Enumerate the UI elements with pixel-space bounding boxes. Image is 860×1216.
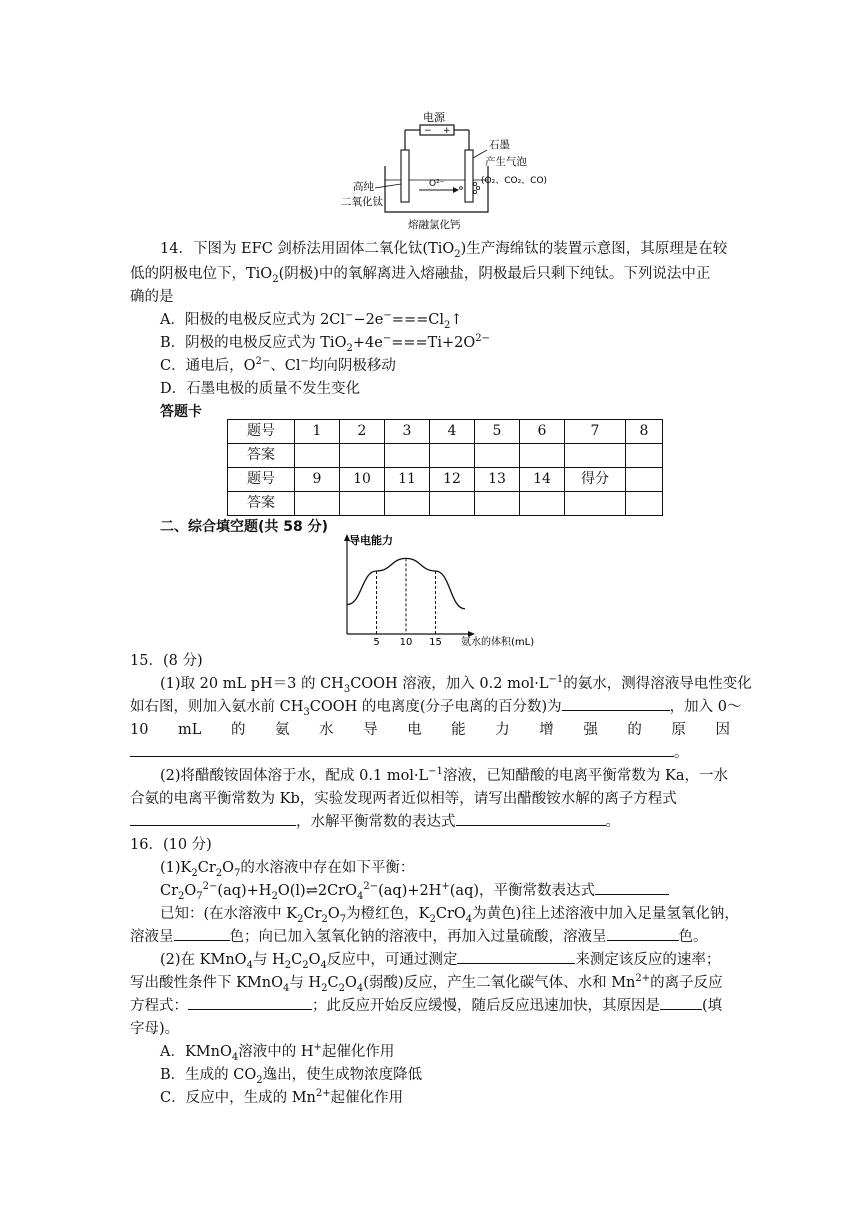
answer-card-cell: 13 bbox=[475, 468, 520, 492]
answer-blank-ionic-equation[interactable] bbox=[188, 995, 312, 1010]
answer-blank-color-base[interactable] bbox=[174, 926, 230, 941]
q15-word: 的 bbox=[230, 722, 246, 738]
answer-blank-reason-letter[interactable] bbox=[660, 995, 702, 1010]
answer-card-cell: 14 bbox=[520, 468, 565, 492]
q16-part1-line1: $(1)K_2Cr_2O_7$的水溶液中存在如下平衡： bbox=[160, 860, 415, 879]
answer-card-cell: 2 bbox=[340, 420, 385, 444]
answer-cell[interactable] bbox=[430, 444, 475, 468]
answer-card-cell: 6 bbox=[520, 420, 565, 444]
q15-word: 强 bbox=[583, 722, 598, 738]
answer-card-cell: 1 bbox=[295, 420, 340, 444]
q15-word: 因 bbox=[715, 722, 730, 738]
answer-blank-color-acid[interactable] bbox=[607, 926, 679, 941]
q15-part2-line1: (2)将醋酸铵固体溶于水，配成 0.1 $mol\cdot L^{-1}$溶液，已知醋酸的电离平衡常数为 Ka，一水 bbox=[160, 766, 729, 784]
q15-part1-line3 bbox=[130, 719, 730, 742]
q14-stem-line2: 低的阴极电位下，TiO$_2$(阴极)中的氧解离进入熔融盐，阴极最后只剩下纯钛。下列说法中正 bbox=[130, 266, 711, 285]
q15-word: 导 bbox=[363, 722, 378, 738]
q15-part2-line3: ，水解平衡常数的表达式 。 bbox=[130, 811, 620, 834]
q16-known-line2: 溶液呈 色；向已加入氢氧化钠的溶液中，再加入过量硫酸，溶液呈 色。 bbox=[130, 926, 708, 949]
answer-card-cell: 9 bbox=[295, 468, 340, 492]
q15-part1-line1: (1)取 20 mL pH＝3 的 $CH_3COOH$ 溶液，加入 0.2 $mol\cdot L^{-1}$的氨水，测得溶液导电性变化 bbox=[160, 674, 752, 695]
answer-cell[interactable] bbox=[295, 492, 340, 516]
q16-part2-line3: 方程式： ；此反应开始反应缓慢，随后反应迅速加快，其原因是 (填 bbox=[130, 995, 722, 1018]
answer-cell[interactable] bbox=[626, 444, 663, 468]
q14-stem-line1: 14．下图为 EFC 剑桥法用固体二氧化钛(TiO$_2$)生产海绵钛的装置示意图，其原理是在较 bbox=[160, 241, 728, 260]
answer-cell[interactable] bbox=[565, 444, 626, 468]
answer-card-cell: 12 bbox=[430, 468, 475, 492]
q14-stem-line3: 确的是 bbox=[130, 289, 174, 305]
svg-text:+: + bbox=[443, 126, 451, 136]
answer-blank-ionization[interactable] bbox=[562, 696, 670, 711]
q15-word: 原 bbox=[671, 722, 686, 738]
q16-part2-line1: (2)在 KMnO$_4$与 $H_2C_2O_4$反应中，可通过测定 来测定该反应的速率； bbox=[160, 949, 720, 972]
q16-option-b: B．生成的 $CO_2$逸出，使生成物浓度降低 bbox=[160, 1067, 423, 1086]
q15-header: 15．(8 分) bbox=[130, 653, 203, 669]
q15-word: 氨 bbox=[274, 722, 290, 738]
svg-text:石墨: 石墨 bbox=[489, 139, 510, 151]
q15-word: 电 bbox=[407, 722, 422, 738]
answer-card-row bbox=[228, 420, 663, 444]
q15-word: 能 bbox=[451, 722, 466, 738]
answer-blank-hydrolysis-constant[interactable] bbox=[456, 811, 606, 826]
q16-part2-line2: 写出酸性条件下 KMnO$_4$与 $H_2C_2O_4$(弱酸)反应，产生二氧化碳气体、水和 $Mn^{2+}$的离子反应 bbox=[130, 973, 723, 994]
x-axis-label: 氨水的体积(mL) bbox=[461, 637, 535, 648]
svg-text:(O₂、CO₂、CO): (O₂、CO₂、CO) bbox=[481, 176, 548, 186]
answer-cell[interactable] bbox=[340, 444, 385, 468]
q15-word: 增 bbox=[539, 722, 554, 738]
answer-card-row bbox=[228, 492, 663, 516]
q16-part2-line4: 字母)。 bbox=[130, 1021, 180, 1037]
q14-option-a: A．阳极的电极反应式为 $2Cl^--2e^-===Cl_2↑$ bbox=[160, 310, 463, 331]
svg-text:电源: 电源 bbox=[423, 111, 445, 124]
svg-text:高纯: 高纯 bbox=[353, 181, 374, 193]
q15-part1-line2: 如右图，则加入氨水前 $CH_3COOH$ 的电离度(分子电离的百分数)为 ，加入 0～ bbox=[130, 696, 742, 719]
answer-card-cell: 11 bbox=[385, 468, 430, 492]
answer-cell[interactable] bbox=[565, 492, 626, 516]
x-tick-label: 5 bbox=[373, 637, 380, 648]
svg-text:熔融氯化钙: 熔融氯化钙 bbox=[408, 219, 461, 231]
x-tick-label: 15 bbox=[429, 637, 442, 648]
answer-cell[interactable] bbox=[340, 492, 385, 516]
section2-title: 二、综合填空题(共 58 分) bbox=[160, 519, 329, 535]
answer-card-cell: 7 bbox=[565, 420, 626, 444]
svg-text:产生气泡: 产生气泡 bbox=[485, 156, 527, 168]
conductivity-chart bbox=[335, 532, 565, 650]
q15-word: 力 bbox=[495, 722, 510, 738]
q14-option-d: D．石墨电极的质量不发生变化 bbox=[160, 381, 361, 397]
electrolysis-apparatus-figure bbox=[335, 108, 565, 234]
answer-card-cell: 得分 bbox=[565, 468, 626, 492]
x-tick-label: 10 bbox=[399, 637, 413, 648]
answer-blank-hydrolysis-equation[interactable] bbox=[130, 811, 296, 826]
q16-option-a: A．KMnO$_4$溶液中的 H+起催化作用 bbox=[160, 1042, 395, 1063]
answer-card-row bbox=[228, 444, 663, 468]
svg-text:−: − bbox=[424, 126, 432, 136]
svg-text:二氧化钛: 二氧化钛 bbox=[341, 196, 383, 208]
answer-card-table bbox=[227, 419, 663, 516]
q15-part2-line2: 合氨的电离平衡常数为 Kb，实验发现两者近似相等，请写出醋酸铵水解的离子方程式 bbox=[130, 791, 677, 807]
answer-cell[interactable] bbox=[385, 444, 430, 468]
titanium-dioxide-cathode bbox=[401, 150, 409, 202]
q15-word: 水 bbox=[319, 722, 334, 738]
answer-cell[interactable] bbox=[475, 492, 520, 516]
answer-cell[interactable] bbox=[475, 444, 520, 468]
equilibrium-arrow-icon: ⇌ bbox=[305, 883, 318, 899]
q15-word: mL bbox=[178, 722, 202, 738]
answer-card-cell: 4 bbox=[430, 420, 475, 444]
q16-equilibrium-equation: $Cr_2O_7^{2-}(aq)+H_2O(l)\rightleftharpoons 2CrO_4^{2-}(aq)+2H^+(aq)$，平衡常数表达式 bbox=[160, 880, 669, 903]
answer-cell[interactable] bbox=[520, 444, 565, 468]
answer-cell[interactable] bbox=[295, 444, 340, 468]
q15-word: 的 bbox=[627, 722, 642, 738]
answer-card-cell: 8 bbox=[626, 420, 663, 444]
answer-blank-equilibrium-constant[interactable] bbox=[595, 880, 669, 895]
answer-card-cell: 答案 bbox=[228, 492, 295, 516]
answer-cell[interactable] bbox=[520, 492, 565, 516]
q16-header: 16．(10 分) bbox=[130, 837, 212, 853]
answer-cell[interactable] bbox=[385, 492, 430, 516]
answer-card-cell: 3 bbox=[385, 420, 430, 444]
q14-option-b: B．阴极的电极反应式为 $TiO_2+4e^-===Ti+2O^{2-}$ bbox=[160, 333, 490, 354]
answer-blank-measurement[interactable] bbox=[457, 949, 575, 964]
q16-option-c: C．反应中，生成的 $Mn^{2+}$起催化作用 bbox=[160, 1088, 404, 1106]
svg-text:O²⁻: O²⁻ bbox=[429, 179, 445, 189]
y-axis-label: 导电能力 bbox=[349, 534, 393, 547]
answer-cell[interactable] bbox=[626, 492, 663, 516]
answer-card-cell: 答案 bbox=[228, 444, 295, 468]
q16-known-line1: 已知：(在水溶液中 $K_2Cr_2O_7$为橙红色，$K_2CrO_4$为黄色)往上述溶液中加入足量氢氧化钠， bbox=[160, 906, 739, 925]
answer-card-cell: 题号 bbox=[228, 420, 295, 444]
answer-card-title: 答题卡 bbox=[160, 404, 202, 420]
answer-cell[interactable] bbox=[430, 492, 475, 516]
graphite-anode bbox=[465, 150, 473, 202]
answer-card-cell: 10 bbox=[340, 468, 385, 492]
answer-card-cell bbox=[626, 468, 663, 492]
q15-word: 10 bbox=[130, 722, 149, 738]
answer-card-cell: 5 bbox=[475, 420, 520, 444]
answer-card-row bbox=[228, 468, 663, 492]
q14-option-c: C．通电后，$O^{2-}$、Cl−均向阴极移动 bbox=[160, 356, 396, 374]
answer-card-cell: 题号 bbox=[228, 468, 295, 492]
answer-blank-reason[interactable] bbox=[130, 742, 674, 757]
q15-part1-line4: 。 bbox=[130, 742, 689, 765]
